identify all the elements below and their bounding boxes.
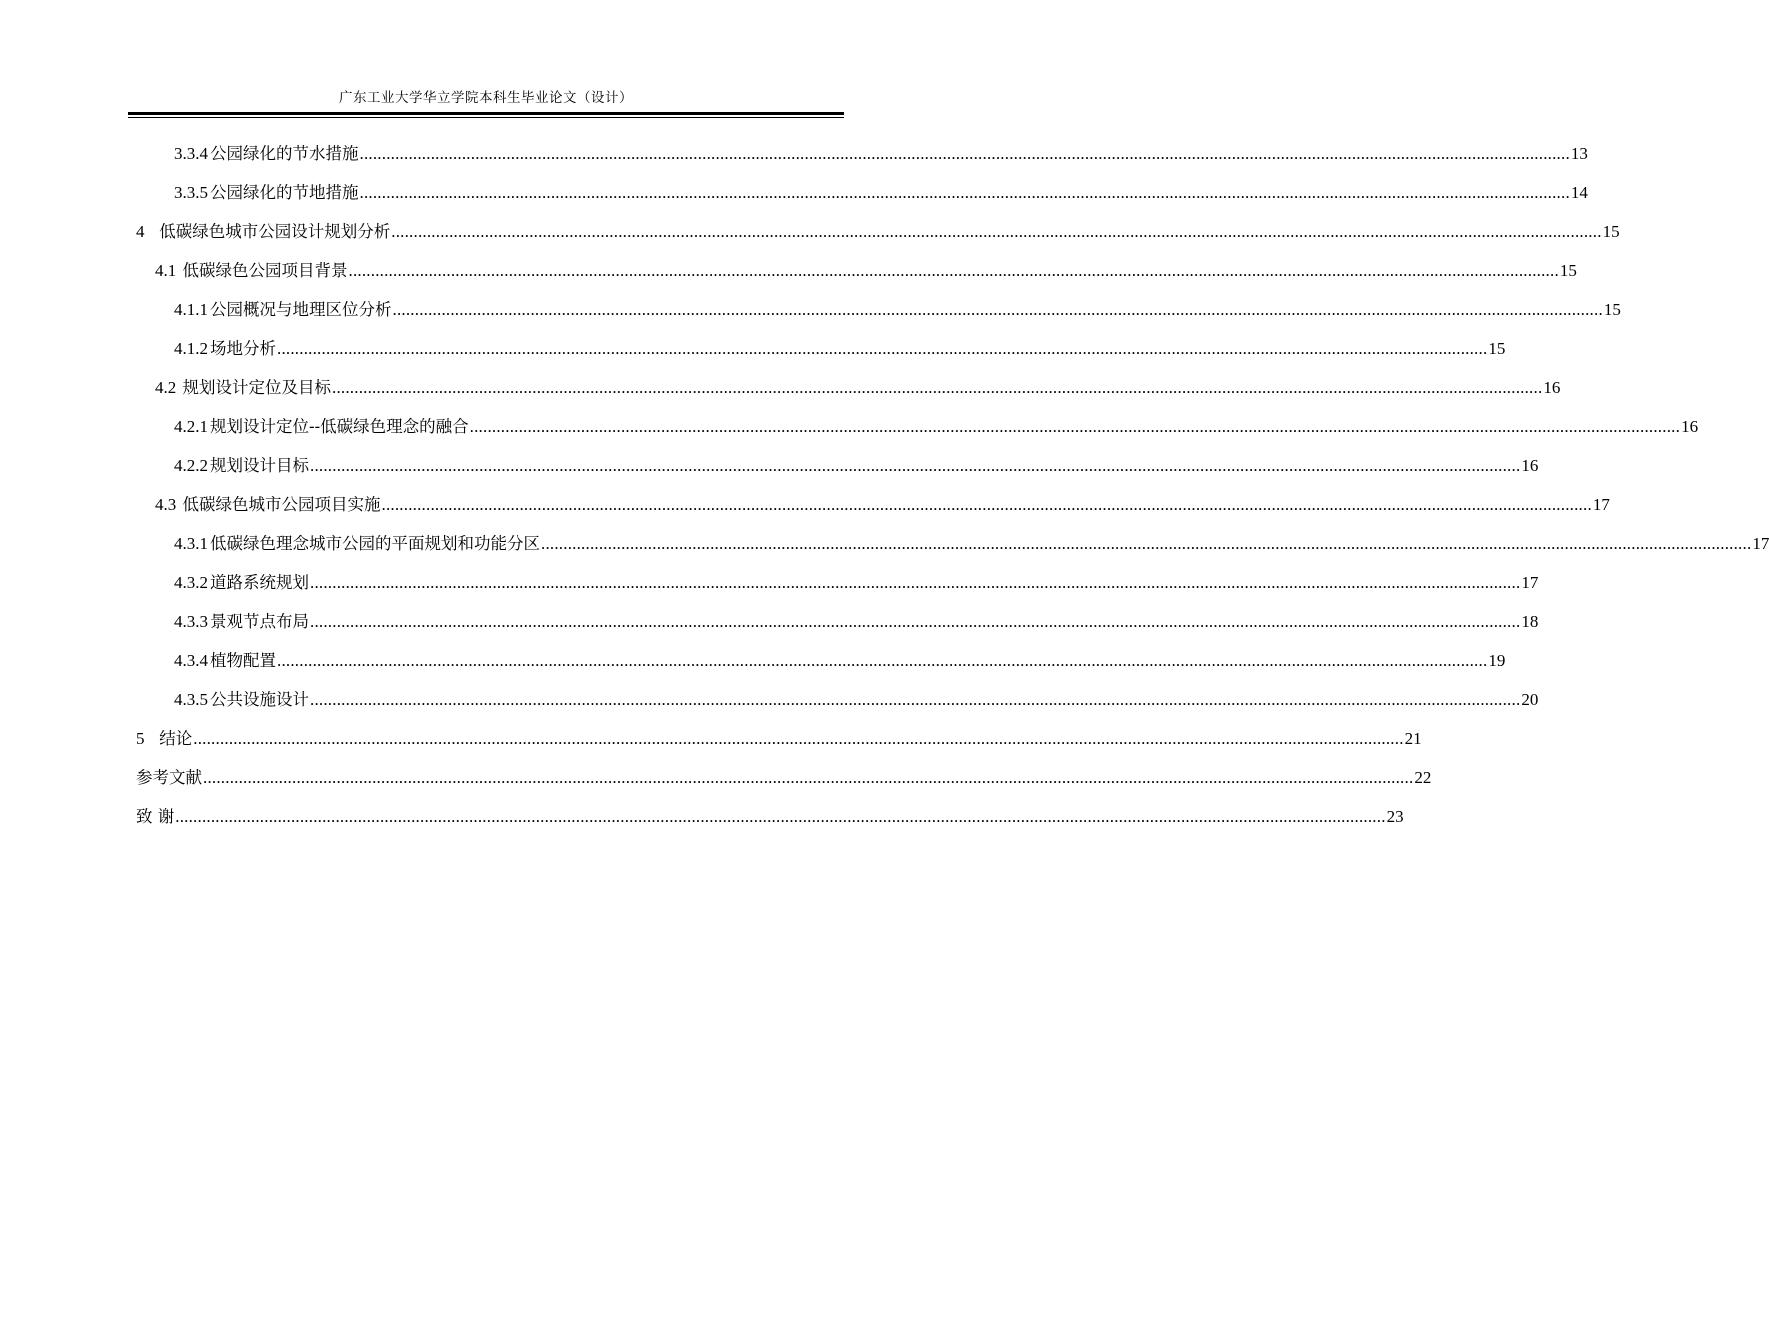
toc-dot-leader: ................................................................................................................................................................................................................................................................................ (359, 183, 1570, 202)
toc-dot-leader: ................................................................................................................................................................................................................................................................................ (391, 222, 1602, 241)
header-rule-thin (128, 117, 844, 118)
toc-entry-title: 规划设计定位--低碳绿色理念的融合 (210, 417, 469, 436)
toc-entry-page-number: 17 (1752, 534, 1769, 553)
toc-entry-page-number: 14 (1570, 183, 1588, 202)
toc-entry[interactable] (155, 485, 1610, 524)
page-header-title: 广东工业大学华立学院本科生毕业论文（设计） (339, 90, 633, 105)
toc-dot-leader: ................................................................................................................................................................................................................................................................................ (541, 534, 1752, 553)
toc-entry-title: 公共设施设计 (210, 690, 309, 709)
header-rule-thick (128, 112, 844, 115)
toc-entry-number: 4.3 (155, 495, 181, 514)
toc-entry-page-number: 19 (1488, 651, 1506, 670)
toc-entry-number: 5 (136, 729, 158, 748)
toc-entry-page-number: 17 (1592, 495, 1610, 514)
toc-entry-title: 道路系统规划 (210, 573, 309, 592)
toc-entry-title: 植物配置 (210, 651, 276, 670)
toc-entry-number: 4.3.2 (174, 573, 208, 592)
toc-dot-leader: ................................................................................................................................................................................................................................................................................ (193, 729, 1404, 748)
toc-entry-number: 4.3.3 (174, 612, 208, 631)
toc-entry-title: 低碳绿色城市公园项目实施 (182, 495, 381, 514)
toc-entry-number: 3.3.4 (174, 144, 208, 163)
toc-entry-title: 致 谢 (136, 807, 175, 826)
toc-entry-title: 低碳绿色城市公园设计规划分析 (159, 222, 391, 241)
toc-entry[interactable] (174, 524, 1769, 563)
toc-entry-page-number: 15 (1559, 261, 1577, 280)
toc-entry[interactable] (174, 134, 1588, 173)
toc-entry-number: 4.1 (155, 261, 181, 280)
toc-entry-page-number: 16 (1543, 378, 1561, 397)
toc-entry[interactable] (174, 563, 1539, 602)
toc-entry-page-number: 17 (1521, 573, 1539, 592)
toc-entry-page-number: 22 (1414, 768, 1432, 787)
toc-entry-title: 景观节点布局 (210, 612, 309, 631)
toc-entry-page-number: 15 (1488, 339, 1506, 358)
toc-dot-leader: ................................................................................................................................................................................................................................................................................ (310, 612, 1521, 631)
toc-entry[interactable] (174, 602, 1539, 641)
toc-entry-title: 规划设计定位及目标 (182, 378, 331, 397)
toc-entry[interactable] (174, 173, 1588, 212)
toc-entry-number: 4.3.1 (174, 534, 208, 553)
toc-entry-page-number: 20 (1521, 690, 1539, 709)
toc-entry-title: 公园绿化的节水措施 (210, 144, 359, 163)
toc-dot-leader: ................................................................................................................................................................................................................................................................................ (277, 339, 1488, 358)
toc-dot-leader: ................................................................................................................................................................................................................................................................................ (348, 261, 1559, 280)
toc-entry[interactable] (174, 641, 1506, 680)
toc-entry-page-number: 15 (1603, 300, 1621, 319)
toc-entry-page-number: 15 (1602, 222, 1620, 241)
toc-entry-number: 4.1.2 (174, 339, 208, 358)
toc-entry[interactable] (155, 251, 1577, 290)
toc-entry[interactable] (136, 719, 1422, 758)
toc-entry-title: 低碳绿色理念城市公园的平面规划和功能分区 (210, 534, 540, 553)
toc-dot-leader: ................................................................................................................................................................................................................................................................................ (175, 807, 1386, 826)
toc-entry-title: 公园概况与地理区位分析 (210, 300, 392, 319)
toc-entry-page-number: 23 (1386, 807, 1404, 826)
toc-entry-title: 低碳绿色公园项目背景 (182, 261, 348, 280)
toc-entry[interactable] (174, 407, 1699, 446)
toc-dot-leader: ................................................................................................................................................................................................................................................................................ (310, 690, 1521, 709)
toc-entry-title: 结论 (159, 729, 193, 748)
toc-dot-leader: ................................................................................................................................................................................................................................................................................ (392, 300, 1603, 319)
toc-entry-title: 公园绿化的节地措施 (210, 183, 359, 202)
toc-entry[interactable] (136, 797, 1404, 836)
toc-entry[interactable] (174, 290, 1621, 329)
toc-dot-leader: ................................................................................................................................................................................................................................................................................ (332, 378, 1543, 397)
toc-entry[interactable] (155, 368, 1561, 407)
toc-entry-number: 4.2.2 (174, 456, 208, 475)
toc-entry-number: 4.2.1 (174, 417, 208, 436)
toc-entry[interactable] (136, 212, 1620, 251)
toc-entry[interactable] (174, 680, 1539, 719)
toc-entry-number: 4.3.4 (174, 651, 208, 670)
toc-entry-page-number: 13 (1570, 144, 1588, 163)
toc-entry[interactable] (174, 329, 1506, 368)
toc-dot-leader: ................................................................................................................................................................................................................................................................................ (310, 573, 1521, 592)
toc-entry-number: 4.2 (155, 378, 181, 397)
toc-entry-page-number: 21 (1404, 729, 1422, 748)
toc-entry-title: 场地分析 (210, 339, 276, 358)
toc-entry-number: 4 (136, 222, 158, 241)
toc-dot-leader: ................................................................................................................................................................................................................................................................................ (469, 417, 1681, 436)
toc-dot-leader: ................................................................................................................................................................................................................................................................................ (310, 456, 1521, 475)
toc-entry-number: 4.1.1 (174, 300, 208, 319)
toc-entry[interactable] (136, 758, 1432, 797)
toc-entry-page-number: 16 (1521, 456, 1539, 475)
toc-entry-page-number: 16 (1681, 417, 1699, 436)
toc-dot-leader: ................................................................................................................................................................................................................................................................................ (277, 651, 1488, 670)
toc-entry-number: 3.3.5 (174, 183, 208, 202)
toc-entry-title: 规划设计目标 (210, 456, 309, 475)
toc-entry[interactable] (174, 446, 1539, 485)
toc-dot-leader: ................................................................................................................................................................................................................................................................................ (203, 768, 1414, 787)
toc-dot-leader: ................................................................................................................................................................................................................................................................................ (381, 495, 1592, 514)
toc-entry-title: 参考文献 (136, 768, 202, 787)
toc-dot-leader: ................................................................................................................................................................................................................................................................................ (359, 144, 1570, 163)
toc-entry-number: 4.3.5 (174, 690, 208, 709)
toc-entry-page-number: 18 (1521, 612, 1539, 631)
